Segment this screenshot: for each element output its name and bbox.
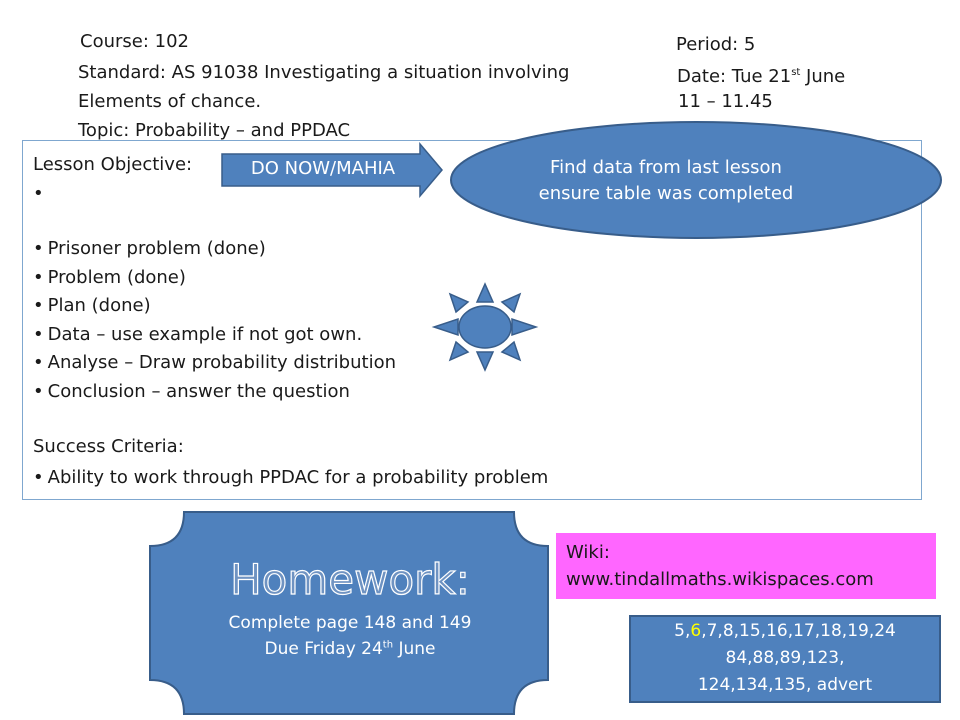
objective-item: • Plan (done) bbox=[33, 294, 151, 318]
reminder-line2: ensure table was completed bbox=[538, 183, 794, 204]
numbers-line1: 5,6,7,8,15,16,17,18,19,24 bbox=[674, 621, 896, 641]
sun-icon bbox=[430, 282, 540, 372]
objective-item: • Prisoner problem (done) bbox=[33, 237, 266, 261]
exercise-numbers-box bbox=[629, 615, 941, 703]
time-label: 11 – 11.45 bbox=[678, 91, 773, 112]
success-item: • Ability to work through PPDAC for a probability problem bbox=[33, 466, 548, 490]
wiki-label: Wiki: bbox=[566, 542, 610, 563]
numbers-line2: 84,88,89,123, bbox=[725, 648, 845, 668]
success-heading: Success Criteria: bbox=[33, 436, 184, 457]
homework-line2: Due Friday 24th June bbox=[264, 639, 436, 659]
objective-heading: Lesson Objective: bbox=[33, 154, 193, 175]
homework-line1: Complete page 148 and 149 bbox=[228, 613, 472, 633]
objective-item: • Data – use example if not got own. bbox=[33, 323, 362, 347]
standard-label: Standard: AS 91038 Investigating a situation involving bbox=[78, 62, 570, 83]
standard-line2: Elements of chance. bbox=[78, 91, 262, 112]
reminder-text bbox=[466, 155, 866, 207]
wiki-box bbox=[556, 533, 936, 599]
reminder-line1: Find data from last lesson bbox=[550, 157, 782, 178]
homework-title: Homework: bbox=[230, 555, 470, 604]
objective-item: • Problem (done) bbox=[33, 266, 186, 290]
date-sup: st bbox=[791, 67, 801, 78]
do-now-label: DO NOW/MAHIA bbox=[250, 158, 396, 179]
period-label: Period: 5 bbox=[676, 34, 756, 55]
objective-item: • Analyse – Draw probability distribution bbox=[33, 351, 396, 375]
date-suffix: June bbox=[800, 66, 846, 87]
numbers-line3: 124,134,135, advert bbox=[697, 675, 873, 695]
course-label: Course: 102 bbox=[80, 31, 189, 52]
date-prefix: Date: Tue 21 bbox=[677, 66, 792, 87]
topic-label: Topic: Probability – and PPDAC bbox=[78, 120, 351, 141]
wiki-url[interactable]: www.tindallmaths.wikispaces.com bbox=[566, 569, 874, 590]
date-label bbox=[677, 61, 845, 89]
objective-item: • Conclusion – answer the question bbox=[33, 380, 350, 404]
objective-item bbox=[33, 182, 48, 206]
highlighted-number: 6 bbox=[690, 621, 702, 641]
